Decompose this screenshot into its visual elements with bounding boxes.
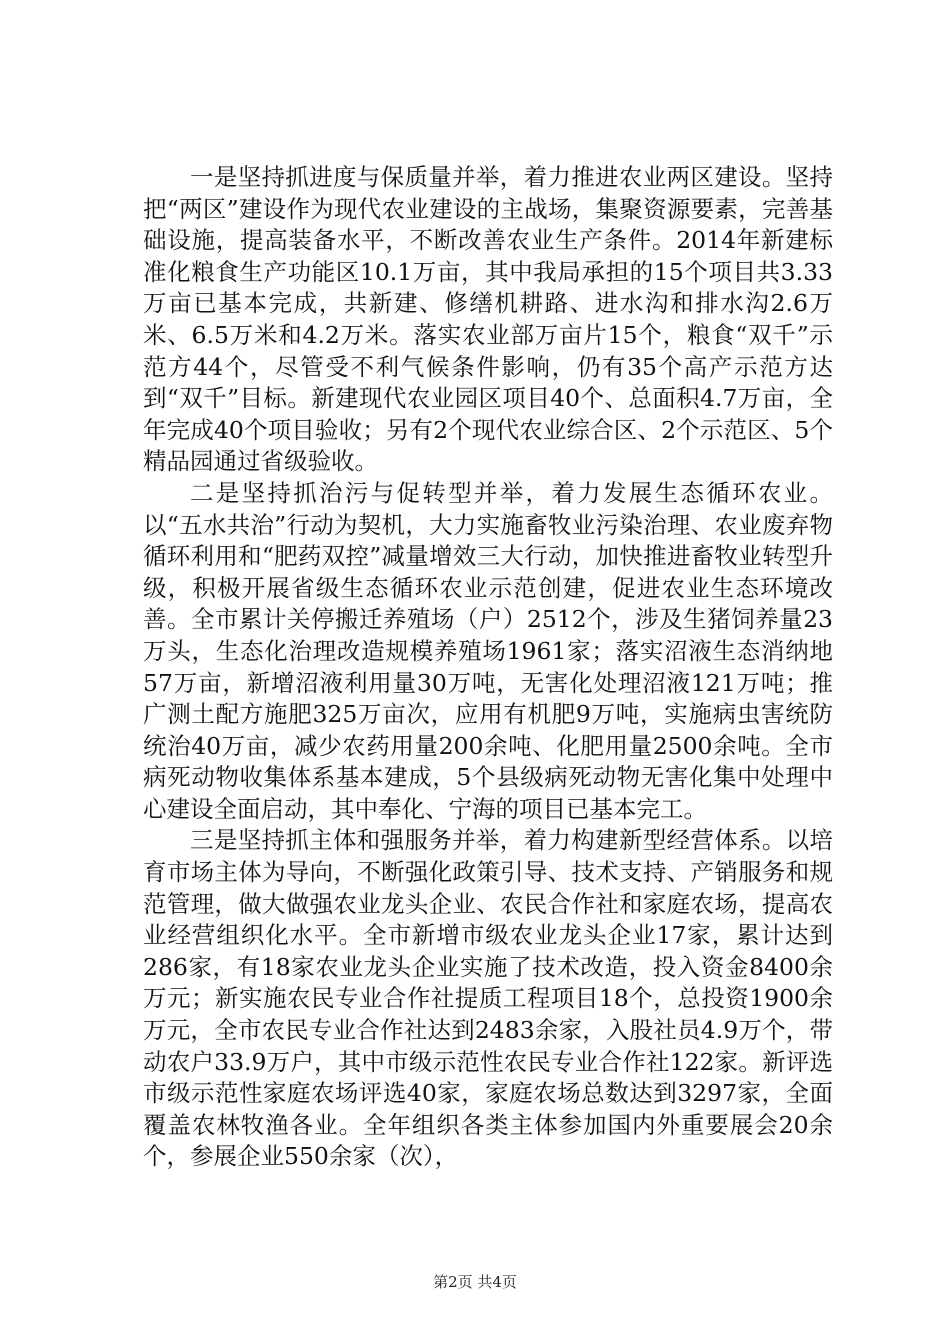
paragraph-business-system: 三是坚持抓主体和强服务并举，着力构建新型经营体系。以培育市场主体为导向，不断强化政策引导、技术支持、产销服务和规范管理，做大做强农业龙头企业、农民合作社和家庭农场，提高农业经营组织化水平。全市新增市级农业龙头企业17家，累计达到286家，有18家农业龙头企业实施了技术改造，投入资金8400余万元；新实施农民专业合作社提质工程项目18个，总投资1900余万元，全市农民专业合作社达到2483余家，入股社员4.9万个，带动农户33.9万户，其中市级示范性农民专业合作社122家。新评选市级示范性家庭农场评选40家，家庭农场总数达到3297家，全面覆盖农林牧渔各业。全年组织各类主体参加国内外重要展会20余个，参展企业550余家（次）， — [143, 826, 833, 1171]
paragraph-ecological-agriculture: 二是坚持抓治污与促转型并举，着力发展生态循环农业。以“五水共治”行动为契机，大力实施畜牧业污染治理、农业废弃物循环利用和“肥药双控”减量增效三大行动，加快推进畜牧业转型升级，积极开展省级生态循环农业示范创建，促进农业生态环境改善。全市累计关停搬迁养殖场（户）2512个，涉及生猪饲养量23万头，生态化治理改造规模养殖场1961家；落实沼液生态消纳地57万亩，新增沼液利用量30万吨，无害化处理沼液121万吨；推广测土配方施肥325万亩次，应用有机肥9万吨，实施病虫害统防统治40万亩，减少农药用量200余吨、化肥用量2500余吨。全市病死动物收集体系基本建成，5个县级病死动物无害化集中处理中心建设全面启动，其中奉化、宁海的项目已基本完工。 — [143, 478, 833, 823]
paragraph-agricultural-zones: 一是坚持抓进度与保质量并举，着力推进农业两区建设。坚持把“两区”建设作为现代农业建设的主战场，集聚资源要素，完善基础设施，提高装备水平，不断改善农业生产条件。2014年新建标准化粮食生产功能区10.1万亩，其中我局承担的15个项目共3.33万亩已基本完成，共新建、修缮机耕路、进水沟和排水沟2.6万米、6.5万米和4.2万米。落实农业部万亩片15个，粮食“双千”示范方44个，尽管受不利气候条件影响，仍有35个高产示范方达到“双千”目标。新建现代农业园区项目40个、总面积4.7万亩，全年完成40个项目验收；另有2个现代农业综合区、2个示范区、5个精品园通过省级验收。 — [143, 163, 833, 476]
page-number-footer: 第2页 共4页 — [433, 1273, 517, 1291]
document-body — [143, 162, 833, 1173]
